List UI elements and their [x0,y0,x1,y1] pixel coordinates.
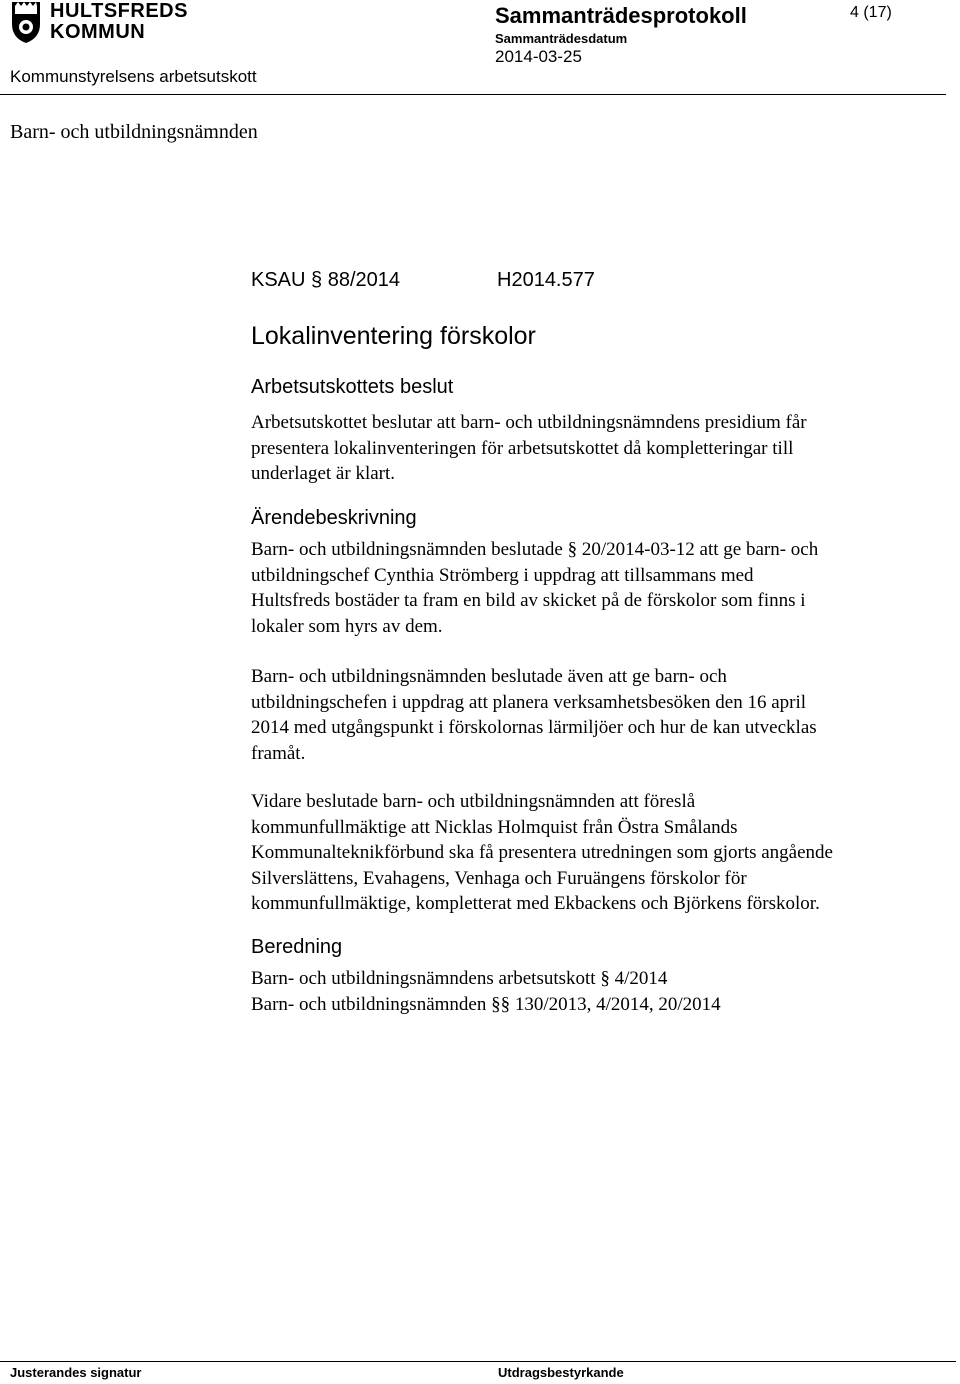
text-line: Hultsfreds bostäder ta fram en bild av skicket på de förskolor som finns i [251,590,806,611]
certified-label: Utdragsbestyrkande [498,1365,624,1380]
text-line: Barn- och utbildningsnämnden beslutade § 20/2014-03-12 att ge barn- och [251,539,819,560]
decision-text [251,410,807,487]
item-title: Lokalinventering förskolor [251,322,536,350]
text-line: presentera lokalinventeringen för arbetsutskottet då kompletteringar till [251,437,794,459]
board-name: Barn- och utbildningsnämnden [10,121,258,143]
footer-divider [0,1361,956,1362]
decision-heading: Arbetsutskottets beslut [251,376,454,398]
text-line: framåt. [251,742,306,764]
text-line: Barn- och utbildningsnämnden beslutade även att ge barn- och [251,666,727,687]
text-line: kommunfullmäktige att Nicklas Holmquist från Östra Smålands [251,816,738,838]
municipality-logo [10,0,188,46]
preparation-text [251,966,721,1017]
text-line: Arbetsutskottet beslutar att barn- och utbildningsnämndens presidium får [251,412,807,433]
item-reference: KSAU § 88/2014 [251,269,400,291]
description-paragraph-1 [251,537,818,639]
meeting-date-label: Sammanträdesdatum [495,31,628,46]
coat-of-arms-icon [10,0,42,44]
header-divider [0,94,946,95]
signature-label: Justerandes signatur [10,1365,142,1380]
text-line: utbildningschefen i uppdrag att planera verksamhetsbesöken den 16 april [251,691,807,713]
text-line: Barn- och utbildningsnämndens arbetsutskott § 4/2014 [251,968,668,989]
text-line: 2014 med utgångspunkt i förskolornas lärmiljöer och hur de kan utvecklas [251,717,817,738]
meeting-date-value: 2014-03-25 [495,47,582,66]
logo-text-line2: KOMMUN [50,21,146,43]
text-line: underlaget är klart. [251,463,396,484]
text-line: Barn- och utbildningsnämnden §§ 130/2013, 4/2014, 20/2014 [251,993,721,1015]
page-number: 4 (17) [850,4,892,21]
text-line: kommunfullmäktige, kompletterat med Ekbackens och Björkens förskolor. [251,893,820,914]
description-heading: Ärendebeskrivning [251,507,417,529]
text-line: utbildningschef Cynthia Strömberg i uppdrag att tillsammans med [251,564,754,586]
document-title: Sammanträdesprotokoll [495,3,747,28]
logo-text-line1: HULTSFREDS [50,0,188,22]
preparation-heading: Beredning [251,936,343,958]
text-line: Vidare beslutade barn- och utbildningsnämnden att föreslå [251,791,696,812]
text-line: Silverslättens, Evahagens, Venhaga och Furuängens förskolor för [251,867,747,889]
diary-number: H2014.577 [497,269,595,291]
text-line: lokaler som hyrs av dem. [251,615,443,637]
committee-name: Kommunstyrelsens arbetsutskott [10,67,257,86]
description-paragraph-3 [251,789,833,917]
description-paragraph-2 [251,664,817,766]
text-line: Kommunalteknikförbund ska få presentera utredningen som gjorts angående [251,842,833,863]
